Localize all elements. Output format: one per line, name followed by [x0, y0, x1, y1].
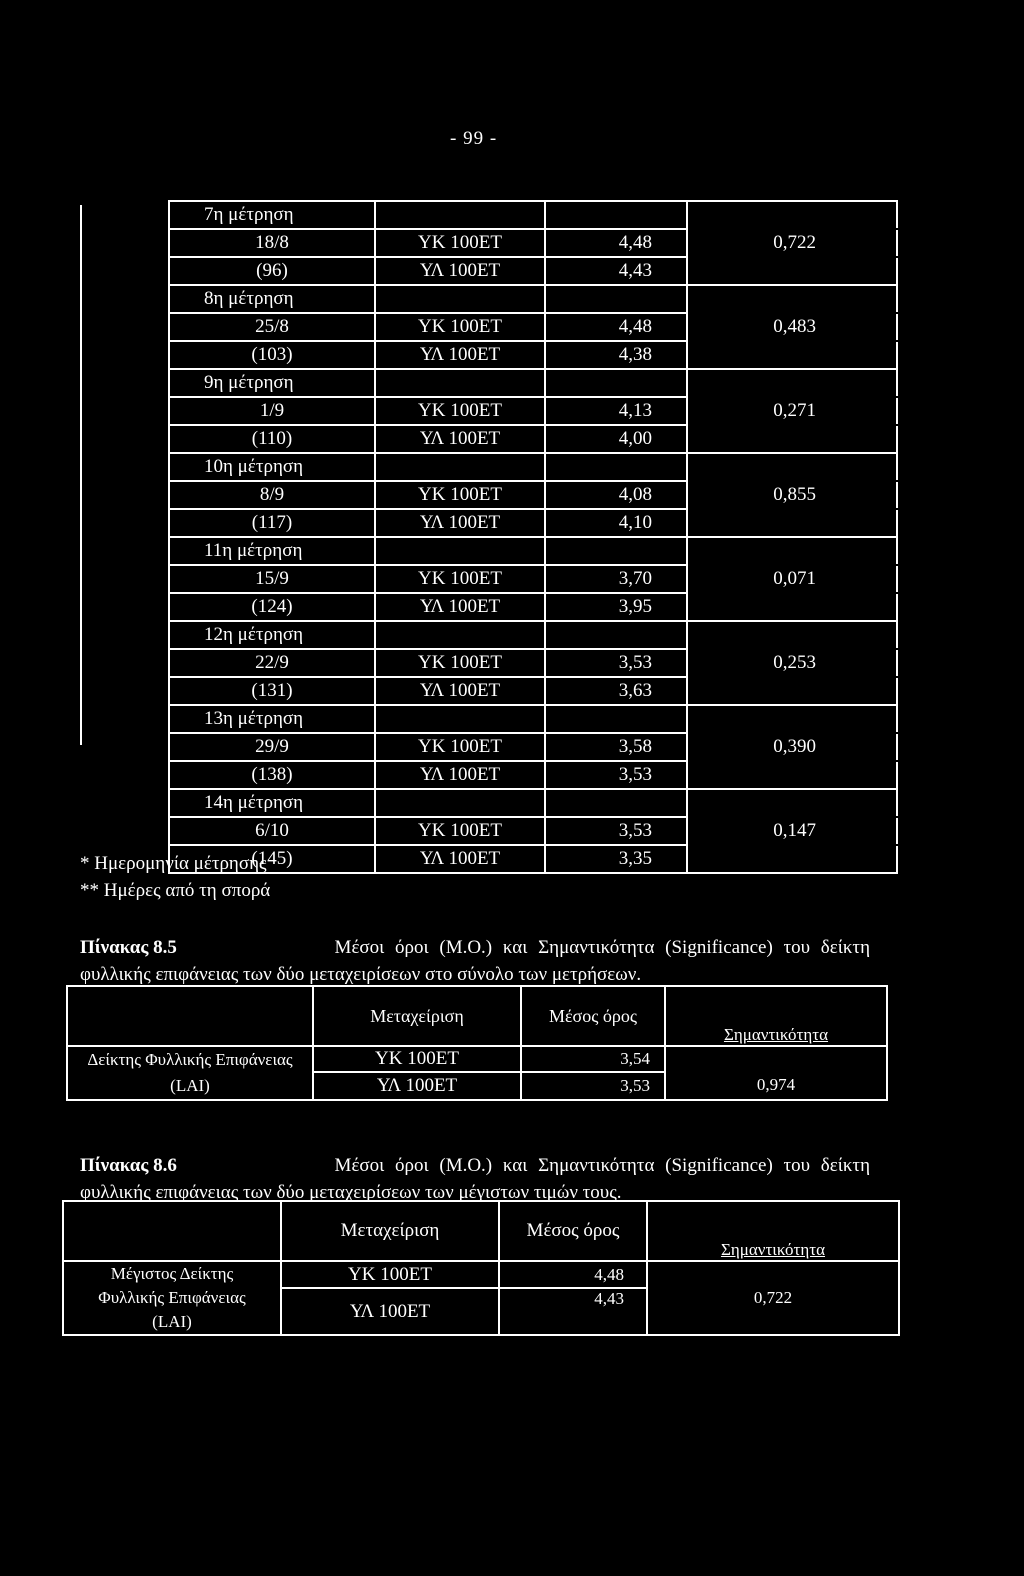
value-yk: 4,13 — [545, 397, 687, 425]
value-yk: 3,70 — [545, 565, 687, 593]
measurement-date: 15/9 — [169, 565, 375, 593]
treatment-yk: ΥΚ 100ΕΤ — [375, 229, 545, 257]
table-row — [169, 341, 897, 369]
row-label-line2: Φυλλικής Επιφάνειας — [98, 1288, 246, 1307]
empty-cell — [687, 369, 897, 397]
empty-cell — [375, 285, 545, 313]
table-row — [169, 397, 897, 425]
significance-value: 0,974 — [665, 1046, 887, 1100]
empty-cell — [375, 537, 545, 565]
measurement-label: 10η μέτρηση — [169, 453, 375, 481]
significance-value: 0,071 — [687, 565, 897, 593]
mean-yl: 3,53 — [521, 1072, 665, 1100]
value-yl: 3,95 — [545, 593, 687, 621]
value-yk: 4,48 — [545, 313, 687, 341]
table-row — [169, 733, 897, 761]
days-from-sowing: (110) — [169, 425, 375, 453]
measurement-date: 29/9 — [169, 733, 375, 761]
treatment-yk: ΥΚ 100ΕΤ — [375, 397, 545, 425]
row-label — [63, 1261, 281, 1335]
table-row — [169, 229, 897, 257]
table-8-6-caption-line1: Μέσοι όροι (Μ.Ο.) και Σημαντικότητα (Significance) του δείκτη — [334, 1155, 870, 1176]
table-row — [169, 817, 897, 845]
value-yl: 4,10 — [545, 509, 687, 537]
header-significance: Σημαντικότητα — [665, 986, 887, 1046]
table-8-5-caption-line1: Μέσοι όροι (Μ.Ο.) και Σημαντικότητα (Significance) του δείκτη — [334, 937, 870, 958]
empty-cell — [687, 621, 897, 649]
empty-cell — [687, 789, 897, 817]
table-row — [169, 593, 897, 621]
measurement-label: 14η μέτρηση — [169, 789, 375, 817]
table-8-5-caption-line2: φυλλικής επιφάνειας των δύο μεταχειρίσεων στο σύνολο των μετρήσεων. — [80, 964, 642, 985]
empty-cell — [545, 285, 687, 313]
empty-cell — [687, 509, 897, 537]
mean-yl: 4,43 — [499, 1288, 647, 1335]
treatment-yk: ΥΚ 100ΕΤ — [313, 1046, 521, 1072]
treatment-yk: ΥΚ 100ΕΤ — [375, 649, 545, 677]
table-row — [169, 285, 897, 313]
table-8-6-caption — [80, 1152, 870, 1206]
empty-cell — [687, 761, 897, 789]
empty-cell — [687, 677, 897, 705]
significance-value: 0,390 — [687, 733, 897, 761]
table-8-6 — [62, 1200, 900, 1336]
treatment-yk: ΥΚ 100ΕΤ — [375, 565, 545, 593]
value-yk: 3,58 — [545, 733, 687, 761]
days-from-sowing: (96) — [169, 257, 375, 285]
value-yk: 4,08 — [545, 481, 687, 509]
value-yl: 4,38 — [545, 341, 687, 369]
empty-cell — [687, 201, 897, 229]
empty-cell — [545, 201, 687, 229]
table-row — [169, 677, 897, 705]
row-label-line1: Δείκτης Φυλλικής Επιφάνειας — [87, 1050, 293, 1069]
measurement-date: 6/10 — [169, 817, 375, 845]
table-row — [169, 453, 897, 481]
treatment-yl: ΥΛ 100ΕΤ — [375, 845, 545, 873]
empty-cell — [687, 425, 897, 453]
row-label-line3: (LAI) — [152, 1312, 192, 1331]
table-8-5 — [66, 985, 888, 1101]
treatment-yl: ΥΛ 100ΕΤ — [375, 509, 545, 537]
table-row — [169, 537, 897, 565]
table-8-6-caption-line2: φυλλικής επιφάνειας των δύο μεταχειρίσεων των μέγιστων τιμών τους. — [80, 1182, 622, 1203]
measurement-label: 9η μέτρηση — [169, 369, 375, 397]
row-label-line1: Μέγιστος Δείκτης — [110, 1264, 234, 1283]
significance-value: 0,855 — [687, 481, 897, 509]
empty-cell — [687, 341, 897, 369]
table-row — [169, 369, 897, 397]
empty-cell — [375, 621, 545, 649]
empty-cell — [375, 789, 545, 817]
row-label — [67, 1046, 313, 1100]
empty-cell — [687, 453, 897, 481]
row-label-line2: (LAI) — [170, 1076, 210, 1095]
treatment-yk: ΥΚ 100ΕΤ — [281, 1261, 499, 1288]
empty-cell — [687, 593, 897, 621]
date-footnote: * Ημερομηνία μέτρησης — [80, 853, 267, 874]
measurement-date: 1/9 — [169, 397, 375, 425]
empty-cell — [375, 705, 545, 733]
treatment-yl: ΥΛ 100ΕΤ — [375, 677, 545, 705]
value-yl: 3,35 — [545, 845, 687, 873]
empty-cell — [375, 453, 545, 481]
empty-cell — [687, 537, 897, 565]
treatment-yl: ΥΛ 100ΕΤ — [281, 1288, 499, 1335]
significance-value: 0,147 — [687, 817, 897, 845]
empty-cell — [545, 537, 687, 565]
treatment-yk: ΥΚ 100ΕΤ — [375, 313, 545, 341]
significance-value: 0,483 — [687, 313, 897, 341]
significance-value: 0,722 — [687, 229, 897, 257]
value-yl: 4,43 — [545, 257, 687, 285]
table-row — [169, 257, 897, 285]
header-mean: Μέσος όρος — [521, 986, 665, 1046]
treatment-yl: ΥΛ 100ΕΤ — [375, 593, 545, 621]
table-row — [169, 565, 897, 593]
measurement-label: 11η μέτρηση — [169, 537, 375, 565]
header-mean: Μέσος όρος — [499, 1201, 647, 1261]
days-footnote: ** Ημέρες από τη σπορά — [80, 880, 271, 901]
measurement-date: 25/8 — [169, 313, 375, 341]
measurement-date: 8/9 — [169, 481, 375, 509]
table-row — [169, 845, 897, 873]
days-from-sowing: (124) — [169, 593, 375, 621]
empty-cell — [545, 789, 687, 817]
page-number: - 99 - — [450, 128, 498, 149]
treatment-yk: ΥΚ 100ΕΤ — [375, 481, 545, 509]
days-from-sowing: (145) — [169, 845, 375, 873]
measurement-date: 22/9 — [169, 649, 375, 677]
measurement-label: 8η μέτρηση — [169, 285, 375, 313]
table-row — [169, 761, 897, 789]
value-yk: 4,48 — [545, 229, 687, 257]
significance-value: 0,271 — [687, 397, 897, 425]
table-row — [169, 201, 897, 229]
header-treatment: Μεταχείριση — [313, 986, 521, 1046]
significance-value: 0,253 — [687, 649, 897, 677]
empty-cell — [375, 201, 545, 229]
mean-yk: 3,54 — [521, 1046, 665, 1072]
treatment-yl: ΥΛ 100ΕΤ — [375, 257, 545, 285]
empty-cell — [545, 453, 687, 481]
value-yl: 3,63 — [545, 677, 687, 705]
measurements-table — [168, 200, 898, 874]
table-row — [169, 425, 897, 453]
header-significance: Σημαντικότητα — [647, 1201, 899, 1261]
measurement-label: 13η μέτρηση — [169, 705, 375, 733]
empty-header-cell — [63, 1201, 281, 1261]
table-8-5-caption — [80, 934, 870, 988]
days-from-sowing: (138) — [169, 761, 375, 789]
table-row — [169, 481, 897, 509]
treatment-yl: ΥΛ 100ΕΤ — [375, 341, 545, 369]
margin-line — [80, 205, 82, 745]
table-row — [169, 313, 897, 341]
empty-cell — [545, 369, 687, 397]
value-yl: 3,53 — [545, 761, 687, 789]
treatment-yl: ΥΛ 100ΕΤ — [313, 1072, 521, 1100]
mean-yk: 4,48 — [499, 1261, 647, 1288]
significance-value: 0,722 — [647, 1261, 899, 1335]
days-from-sowing: (131) — [169, 677, 375, 705]
treatment-yk: ΥΚ 100ΕΤ — [375, 817, 545, 845]
value-yk: 3,53 — [545, 649, 687, 677]
empty-cell — [545, 621, 687, 649]
value-yl: 4,00 — [545, 425, 687, 453]
measurement-label: 7η μέτρηση — [169, 201, 375, 229]
table-8-5-label: Πίνακας 8.5 — [80, 937, 177, 958]
empty-cell — [687, 285, 897, 313]
empty-header-cell — [67, 986, 313, 1046]
table-row — [169, 509, 897, 537]
header-treatment: Μεταχείριση — [281, 1201, 499, 1261]
empty-cell — [375, 369, 545, 397]
table-row — [169, 789, 897, 817]
measurement-date: 18/8 — [169, 229, 375, 257]
table-row — [169, 649, 897, 677]
days-from-sowing: (117) — [169, 509, 375, 537]
empty-cell — [545, 705, 687, 733]
table-8-6-label: Πίνακας 8.6 — [80, 1155, 177, 1176]
treatment-yl: ΥΛ 100ΕΤ — [375, 761, 545, 789]
table-row — [169, 705, 897, 733]
table-row — [169, 621, 897, 649]
days-from-sowing: (103) — [169, 341, 375, 369]
empty-cell — [687, 705, 897, 733]
empty-cell — [687, 845, 897, 873]
treatment-yk: ΥΚ 100ΕΤ — [375, 733, 545, 761]
value-yk: 3,53 — [545, 817, 687, 845]
empty-cell — [687, 257, 897, 285]
measurement-label: 12η μέτρηση — [169, 621, 375, 649]
treatment-yl: ΥΛ 100ΕΤ — [375, 425, 545, 453]
